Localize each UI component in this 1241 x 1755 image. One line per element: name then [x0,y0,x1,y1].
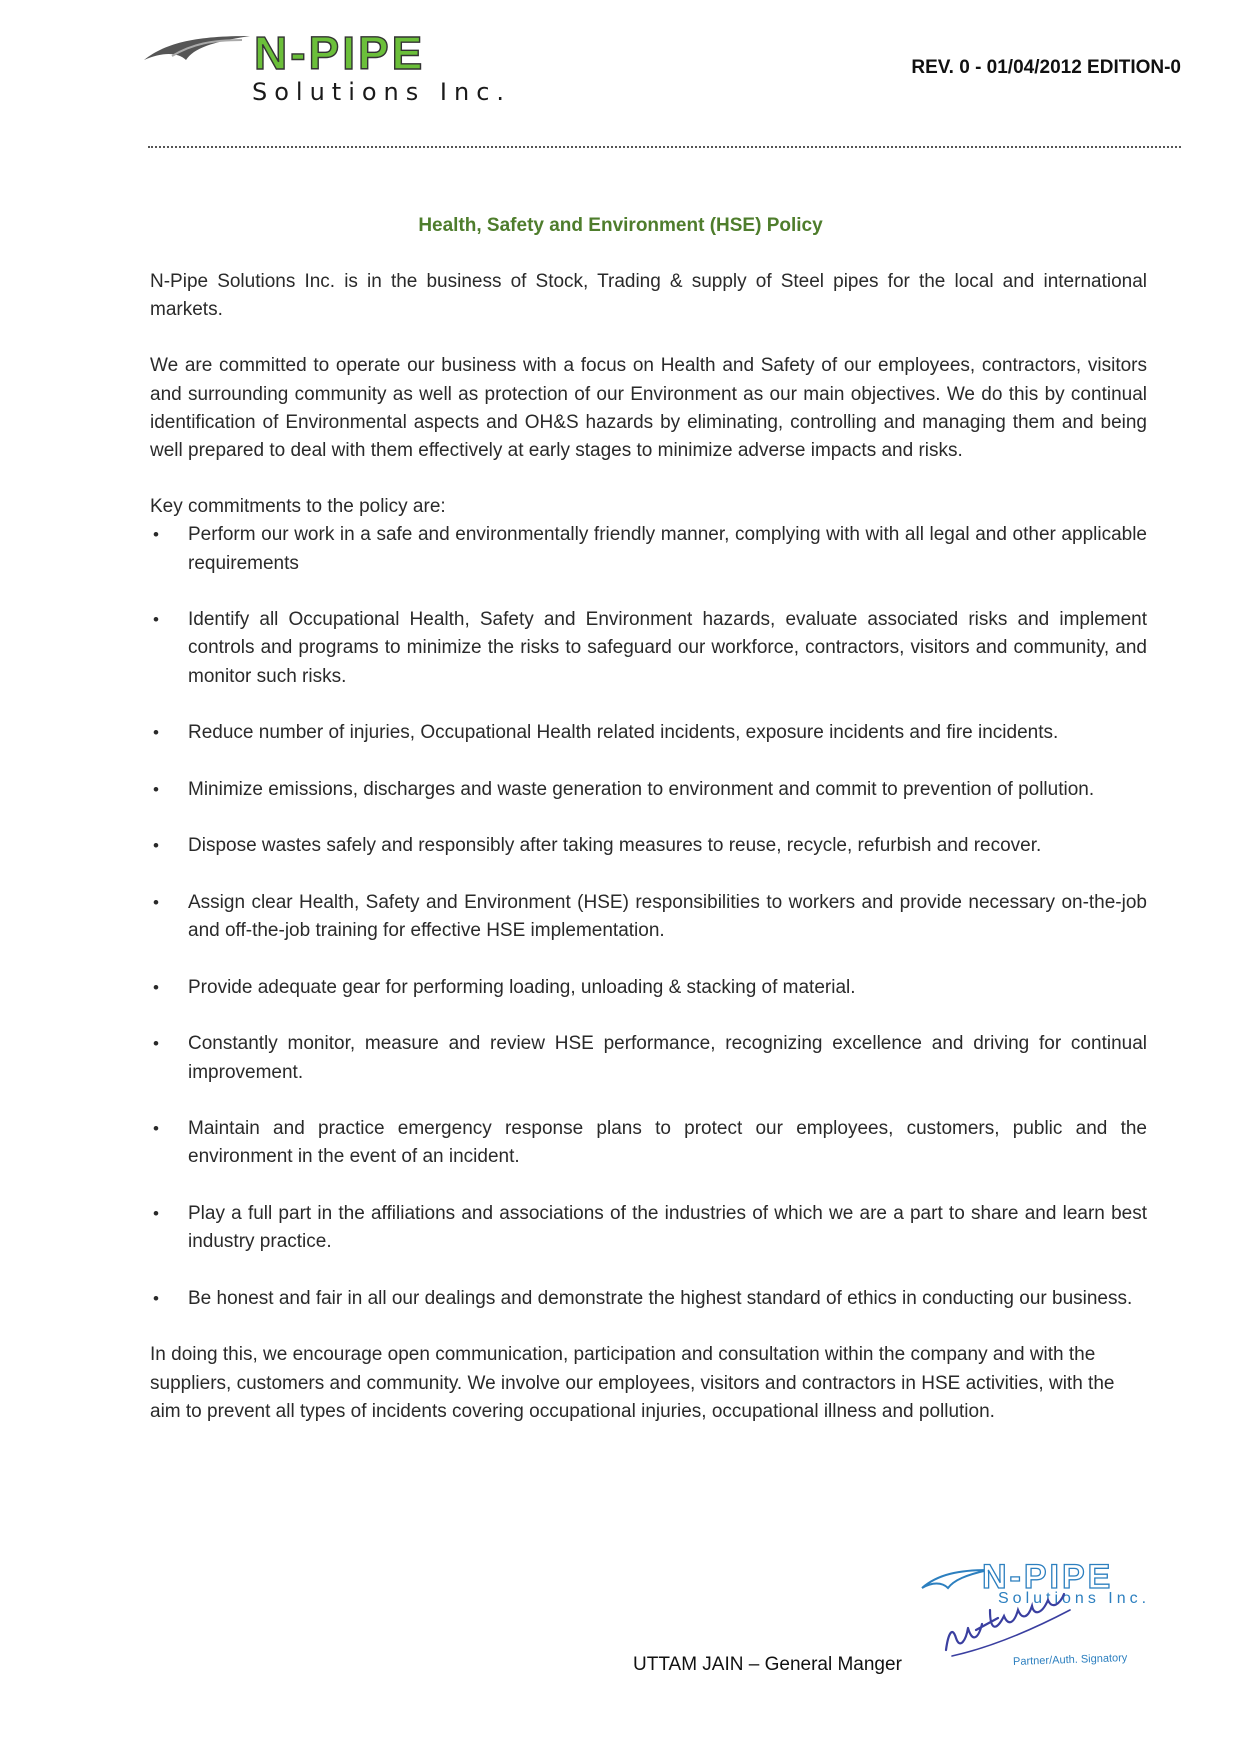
list-item [150,1030,1147,1086]
bullet-icon: • [153,977,159,997]
list-item-text: Play a full part in the affiliations and associations of the industries of which we are a part to share and learn best industry practice. [188,1202,1147,1253]
revision-label: REV. 0 - 01/04/2012 EDITION-0 [911,57,1181,78]
key-commitments-heading: Key commitments to the policy are: [150,496,446,518]
list-item [150,889,1147,945]
list-item-text: Provide adequate gear for performing loading, unloading & stacking of material. [188,976,856,998]
bullet-icon: • [153,1034,159,1054]
bullet-icon: • [153,1203,159,1223]
list-item-text: Dispose wastes safely and responsibly after taking measures to reuse, recycle, refurbish and recover. [188,835,1042,857]
swoosh-icon [142,30,252,70]
handwritten-signature [938,1580,1078,1660]
list-item [150,776,1147,804]
company-logo [142,26,522,110]
list-item [150,974,1147,1002]
list-item-text: Identify all Occupational Health, Safety and Environment hazards, evaluate associated risks and implement controls and programs to minimize the risks to safeguard our workforce, contractors, visitors and community, and monitor such risks. [188,609,1147,687]
list-item [150,719,1147,747]
list-item [150,1200,1147,1256]
bullet-icon: • [153,893,159,912]
intro-paragraph: N-Pipe Solutions Inc. is in the business of Stock, Trading & supply of Steel pipes for the local and international markets. [150,271,1147,321]
signatory-name: UTTAM JAIN – General Manger [633,1654,902,1675]
list-item-text: Be honest and fair in all our dealings and demonstrate the highest standard of ethics in conducting our business. [188,1287,1133,1309]
logo-subtitle: Solutions Inc. [252,78,512,106]
commitments-list [150,521,1147,1313]
list-item [150,1285,1147,1313]
stamp-wordmark: N-PIPE [982,1558,1114,1596]
bullet-icon: • [153,723,159,743]
bullet-icon: • [153,779,159,799]
closing-paragraph: In doing this, we encourage open communication, participation and consultation within the company and with the suppliers, customers and community. We involve our employees, visitors and contractors in HSE activities, with the aim to prevent all types of incidents covering occupational injuries, occupational illness and pollution. [150,1344,1115,1422]
header-divider [148,146,1181,148]
document-title: Health, Safety and Environment (HSE) Policy [418,215,823,236]
document-body [150,268,1147,1445]
bullet-icon: • [153,525,159,545]
commitment-paragraph: We are committed to operate our business with a focus on Health and Safety of our employees, contractors, visitors and surrounding community as well as protection of our Environment as our main objectives. We do this by continual identification of Environmental aspects and OH&S hazards by eliminating, controlling and managing them and being well prepared to deal with them effectively at early stages to minimize adverse impacts and risks. [150,355,1147,462]
stamp-subtitle: Solutions Inc. [998,1590,1151,1607]
list-item-text: Perform our work in a safe and environmentally friendly manner, complying with with all legal and other applicable requirements [188,524,1147,574]
logo-wordmark: N-PIPE [254,27,426,79]
bullet-icon: • [153,836,159,856]
list-item-text: Reduce number of injuries, Occupational Health related incidents, exposure incidents and fire incidents. [188,722,1059,744]
list-item [150,521,1147,577]
list-item [150,1115,1147,1171]
list-item-text: Constantly monitor, measure and review HSE performance, recognizing excellence and driving for continual improvement. [188,1033,1147,1083]
list-item [150,606,1147,691]
bullet-icon: • [153,1288,159,1308]
list-item-text: Assign clear Health, Safety and Environment (HSE) responsibilities to workers and provide necessary on-the-job and off-the-job training for effective HSE implementation. [188,892,1147,942]
stamp-caption: Partner/Auth. Signatory [1012,1652,1128,1668]
list-item-text: Maintain and practice emergency response plans to protect our employees, customers, public and the environment in the event of an incident. [188,1118,1147,1168]
bullet-icon: • [153,1119,159,1139]
list-item-text: Minimize emissions, discharges and waste generation to environment and commit to prevention of pollution. [188,778,1095,800]
list-item [150,832,1147,860]
company-stamp [920,1558,1160,1683]
bullet-icon: • [153,610,159,630]
